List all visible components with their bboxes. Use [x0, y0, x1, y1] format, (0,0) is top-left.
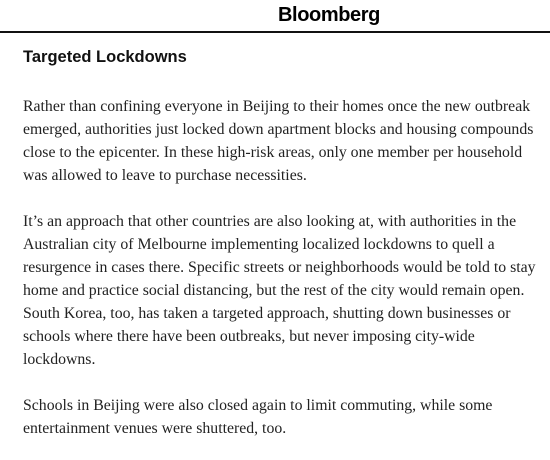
article-paragraph-1: Rather than confining everyone in Beijing to their homes once the new outbreak emerged, authorities just locked down apartment blocks and housing compounds close to the epicenter. In these high-risk areas, only one member per household was allowed to leave to purchase necessities.: [23, 98, 534, 184]
article-paragraph-3: Schools in Beijing were also closed again to limit commuting, while some entertainment venues were shuttered, too.: [23, 397, 493, 437]
header-divider: [0, 31, 550, 33]
section-heading: Targeted Lockdowns: [23, 48, 187, 66]
article-paragraph-2: It’s an approach that other countries are also looking at, with authorities in the Australian city of Melbourne implementing localized lockdowns to quell a resurgence in cases there. Specific streets or neighborhoods would be told to stay home and practice social distancing, but the rest of the city would remain open. South Korea, too, has taken a targeted approach, shutting down businesses or schools where there have been outbreaks, but never imposing city-wide lockdowns.: [23, 213, 536, 368]
article-section: [23, 46, 543, 440]
top-bar: [0, 0, 550, 32]
bloomberg-logo-link[interactable]: Bloomberg: [278, 4, 380, 26]
